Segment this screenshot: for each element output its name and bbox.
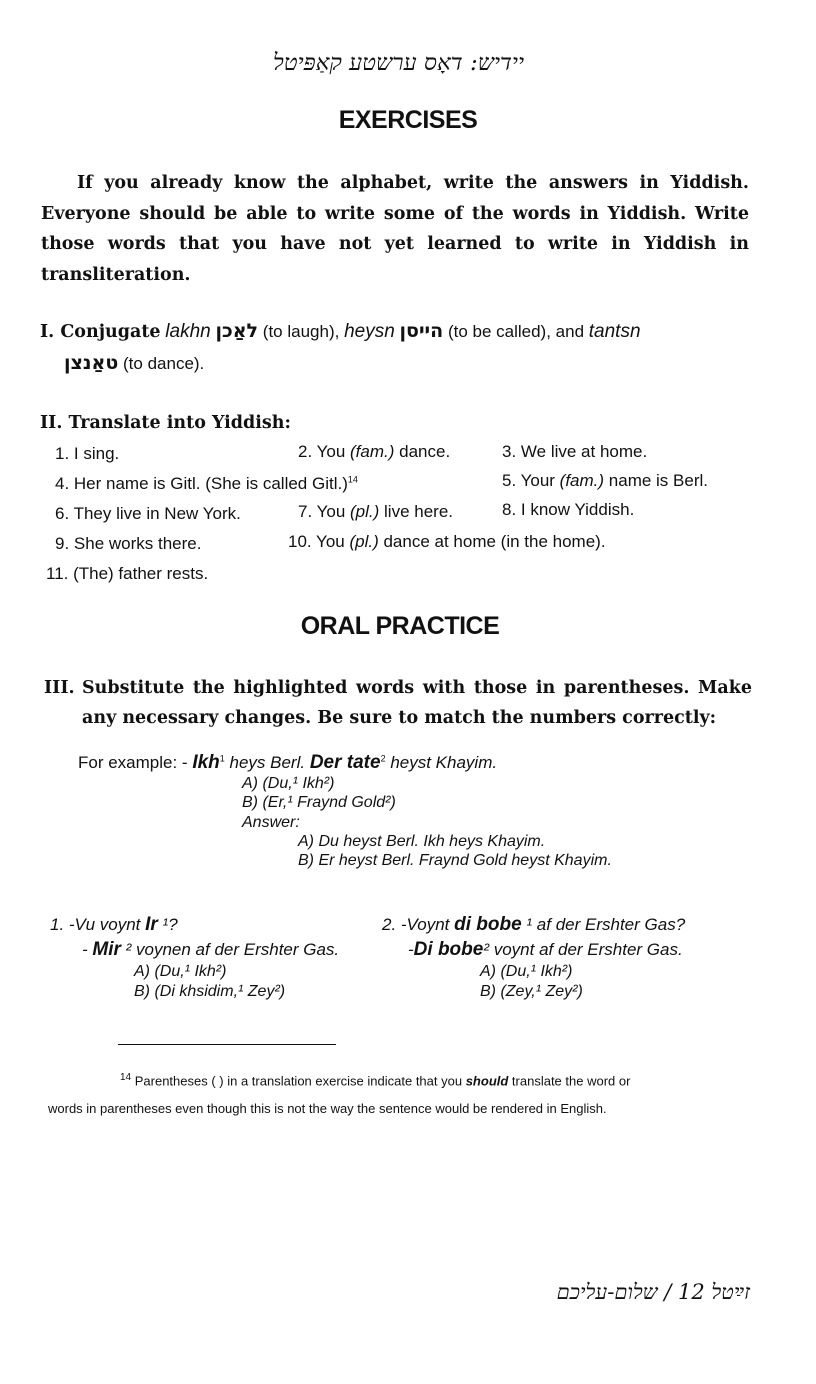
verb-lakhn: lakhn (165, 321, 211, 342)
section-1-line-2 (64, 352, 204, 374)
translate-item-11: 11. (The) father rests. (46, 564, 209, 583)
example-option-b: B) (Er,¹ Fraynd Gold²) (242, 794, 396, 811)
example-sentence: For example: - Ikh$^1$ heys Berl. Der tate$^2$ heyst Khayim. (78, 752, 498, 773)
drill-2-option-b: B) (Zey,¹ Zey²) (480, 983, 583, 1000)
translate-item-10: 10. You (pl.) dance at home (in the home). (288, 532, 606, 551)
instructions-line-3: those words that you have not yet learned to write in Yiddish in (41, 234, 749, 254)
drill-2-response: -Di bobe² voynt af der Ershter Gas. (408, 939, 683, 960)
drill-2-question: 2. -Voynt di bobe ¹ af der Ershter Gas? (382, 914, 686, 935)
translate-item-9: 9. She works there. (55, 534, 202, 553)
verb-tantsn-gloss: (to dance). (123, 354, 205, 373)
chapter-header: יידיש: דאָס ערשטע קאַפּיטל (272, 50, 524, 76)
footnote-number: 14 (120, 1072, 132, 1083)
section-3-label: III. (44, 678, 75, 698)
drill-2-option-a: A) (Du,¹ Ikh²) (480, 963, 573, 980)
example-answer-label: Answer: (242, 814, 300, 831)
section-1-label: I. Conjugate (40, 322, 161, 342)
translate-item-5: 5. Your (fam.) name is Berl. (502, 471, 708, 490)
example-answer-a: A) Du heyst Berl. Ikh heys Khayim. (298, 833, 546, 850)
instructions-line-4: transliteration. (41, 264, 191, 285)
translate-item-6: 6. They live in New York. (55, 504, 241, 523)
verb-lakhn-gloss: (to laugh), (262, 322, 340, 341)
translate-item-4: 4. Her name is Gitl. (She is called Gitl.)$^{14}$ (55, 474, 358, 493)
example-answer-b: B) Er heyst Berl. Fraynd Gold heyst Khayim. (298, 852, 612, 869)
translate-item-7: 7. You (pl.) live here. (298, 502, 453, 521)
example-option-a: A) (Du,¹ Ikh²) (242, 775, 335, 792)
drill-1-option-a: A) (Du,¹ Ikh²) (134, 963, 227, 980)
section-1-line-1 (40, 320, 641, 343)
verb-tantsn-hebrew: טאַנצן (64, 352, 119, 374)
translate-item-1: 1. I sing. (55, 444, 120, 463)
footnote-line-1: $^{14}$ Parentheses ( ) in a translation exercise indicate that you should translate the word or (120, 1072, 631, 1089)
translate-item-3: 3. We live at home. (502, 442, 648, 461)
oral-practice-heading: ORAL PRACTICE (300, 612, 500, 640)
instructions (41, 168, 749, 290)
footnote-ref-14: 14 (347, 474, 358, 485)
verb-heysn-gloss: (to be called), and (447, 322, 585, 341)
verb-tantsn: tantsn (588, 321, 641, 342)
section-3-instructions-line-1: Substitute the highlighted words with those in parentheses. Make (82, 678, 752, 698)
translate-item-2: 2. You (fam.) dance. (298, 442, 451, 461)
verb-heysn-hebrew: הייסן (399, 320, 444, 342)
footnote-line-2: words in parentheses even though this is not the way the sentence would be rendered in English. (48, 1101, 607, 1116)
instructions-line-2: Everyone should be able to write some of the words in Yiddish. Write (41, 203, 749, 224)
page-footer: זײַטל 12 / שלום-עליכם (556, 1280, 750, 1304)
drill-1-question: 1. -Vu voynt Ir ¹? (50, 914, 178, 935)
section-3-instructions-line-2: any necessary changes. Be sure to match the numbers correctly: (82, 708, 717, 728)
verb-lakhn-hebrew: לאַכן (215, 320, 259, 342)
translate-item-8: 8. I know Yiddish. (502, 500, 635, 519)
exercises-heading: EXERCISES (338, 106, 478, 134)
section-2-label: II. Translate into Yiddish: (40, 413, 291, 433)
verb-heysn: heysn (344, 321, 395, 342)
drill-1-response: - Mir ² voynen af der Ershter Gas. (82, 939, 340, 960)
instructions-line-1: If you already know the alphabet, write the answers in Yiddish. (77, 173, 749, 193)
drill-1-option-b: B) (Di khsidim,¹ Zey²) (134, 983, 286, 1000)
footnote-divider (118, 1044, 336, 1045)
